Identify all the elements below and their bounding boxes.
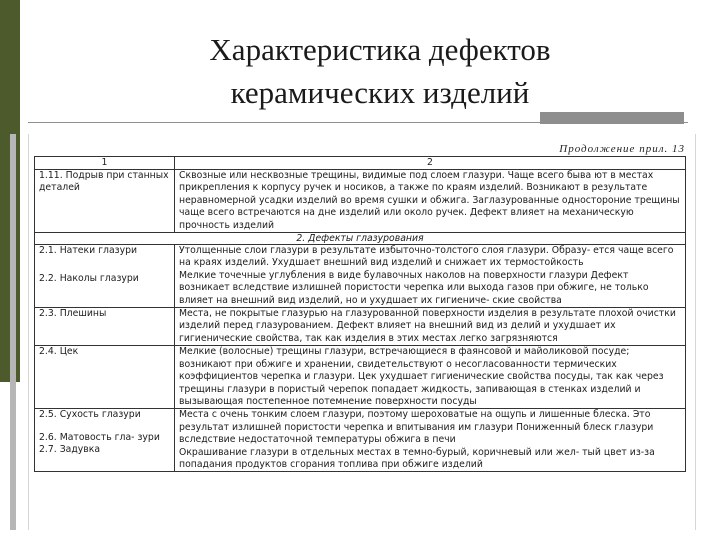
section-row	[35, 233, 686, 245]
defect-code: 2.2. Наколы глазури	[39, 273, 139, 285]
defect-code: 1.11. Подрыв при станных деталей	[39, 170, 169, 194]
defect-description: Окрашивание глазури в отдельных местах в темно-бурый, коричневый или жел- тый цвет из-за попадания продуктов сгорания топлива при обжиге изделий	[179, 446, 655, 470]
header-col2: 2	[175, 157, 686, 170]
table-row	[35, 170, 686, 233]
scanned-page	[28, 134, 696, 530]
table-row	[35, 409, 686, 472]
defect-description: Сквозные или несквозные трещины, видимые под слоем глазури. Чаще всего быва ют в местах прикрепления к корпусу ручек и носиков, а также по краям изделий. Возникают в результате неравномерной усадки изделий во время сушки и обжига. Заглазурованные одностороние трещины чаще всего встречаются на дне изделий или около ручек. Дефект влияет на механическую прочность изделий	[179, 170, 680, 231]
table-row	[35, 245, 686, 308]
defect-description: Утолщенные слои глазури в результате избыточно-толстого слоя глазури. Образу- ется чаще всего на краях изделий. Ухудшает внешний вид изделий и снижает их термостойкость	[179, 245, 674, 269]
defect-code: 2.6. Матовость гла- зури	[39, 431, 160, 443]
defect-code: 2.5. Сухость глазури	[39, 409, 141, 421]
title-rule	[28, 122, 688, 123]
table-row	[35, 346, 686, 409]
defect-description: Мелкие (волосные) трещины глазури, встречающиеся в фаянсовой и майоликовой посуде; возникают при обжиге и хранении, свидетельствуют о несогласованности термических коэффициентов черепка и глазури. Цек ухудшает гигиенические свойства посуды, так как через трещины глазури в пористый черепок попадает жидкость, запивающая в стенках изделий и вызывающая постепенное потемнение поверхности посуды	[179, 346, 664, 407]
defect-description: Места с очень тонким слоем глазури, поэтому шероховатые на ощупь и лишенные блеска. Это результат излишней пористости черепка и впитывания им глазури Пониженный блеск глазури вследствие недостаточной температуры обжига в печи	[179, 409, 654, 446]
slide-title-line2: керамических изделий	[230, 75, 530, 110]
table-header-row	[35, 157, 686, 170]
defect-code: 2.7. Задувка	[39, 444, 101, 456]
table-row	[35, 308, 686, 346]
defect-description: Мелкие точечные углубления в виде булавочных наколов на поверхности глазури Дефект возникает вследствие излишней пористости черепка или выхода газов при обжиге, не только влияет на внешний вид изделий, но и ухудшает их гигиениче- ские свойства	[179, 269, 649, 306]
defect-description: Места, не покрытые глазурью на глазурованной поверхности изделия в результате плохой очистки изделий перед глазурованием. Дефект влияет на внешний вид из делий и ухудшает их гигиенические свойства, так как изделия в этих местах легко загрязняются	[179, 308, 676, 344]
left-shadow-bar	[10, 134, 16, 530]
slide-title-line1: Характеристика дефектов	[209, 32, 551, 67]
defect-code: 2.3. Плешины	[39, 308, 107, 320]
defects-table	[34, 156, 686, 472]
continuation-note: Продолжение прил. 13	[559, 143, 685, 155]
defect-code: 2.4. Цек	[39, 346, 79, 358]
header-col1: 1	[35, 157, 175, 170]
slide-title	[120, 28, 640, 114]
section-title: 2. Дефекты глазурования	[35, 233, 686, 245]
defect-code: 2.1. Натеки глазури	[39, 245, 138, 257]
